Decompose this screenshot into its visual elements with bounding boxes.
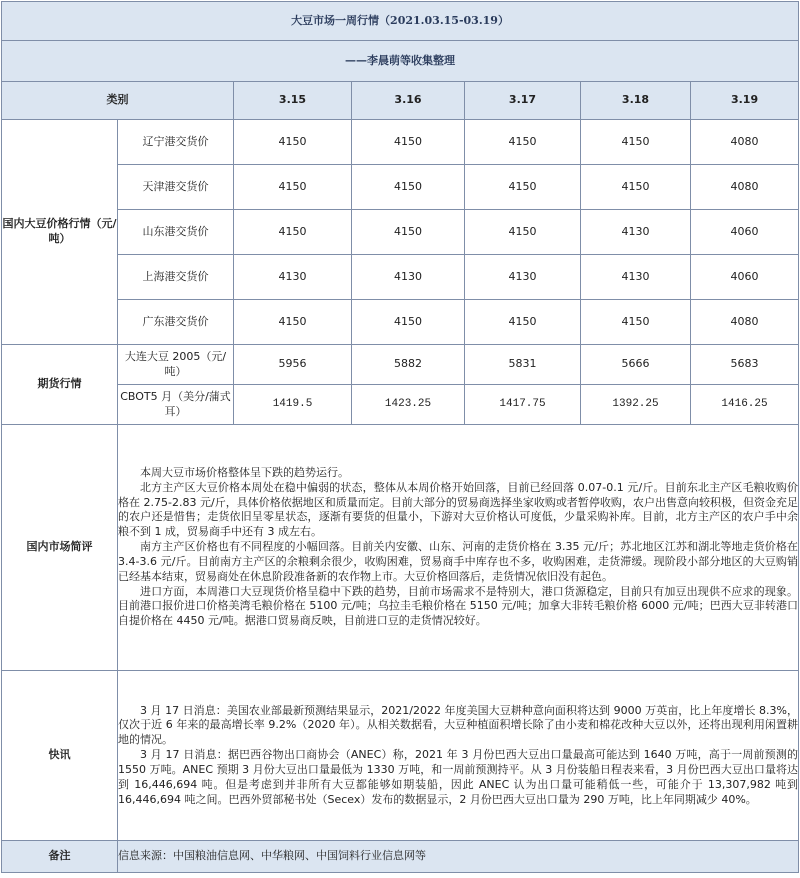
price-cell: 4150 [581, 300, 691, 345]
row-label: 上海港交货价 [118, 255, 234, 300]
price-cell: 4130 [581, 255, 691, 300]
price-cell: 4150 [465, 120, 581, 165]
table-row [2, 345, 799, 385]
market-report-table [1, 1, 799, 873]
remarks-text: 信息来源：中国粮油信息网、中华粮网、中国饲料行业信息网等 [118, 841, 799, 873]
futures-cell: 1392.25 [581, 385, 691, 425]
header-date: 3.19 [691, 82, 799, 120]
table-row [2, 255, 799, 300]
price-cell: 4080 [691, 120, 799, 165]
table-row [2, 385, 799, 425]
commentary-label: 国内市场简评 [2, 425, 118, 671]
futures-cell: 1419.5 [234, 385, 352, 425]
header-row [2, 82, 799, 120]
header-date: 3.16 [352, 82, 465, 120]
news-paragraph: 3 月 17 日消息：美国农业部最新预测结果显示，2021/2022 年度美国大豆耕种意向面积将达到 9000 万英亩，比上年度增长 8.3%，仅次于近 6 年来的最高增长率 9.2%（2020 年）。从相关数据看，大豆种植面积增长除了由小麦和棉花改种大豆以外，还将出现利用闲置耕地的情况。 [118, 703, 799, 747]
table-row [2, 165, 799, 210]
price-cell: 4150 [465, 165, 581, 210]
news-row [2, 671, 799, 841]
futures-cell: 5683 [691, 345, 799, 385]
futures-cell: 5666 [581, 345, 691, 385]
price-cell: 4150 [352, 300, 465, 345]
price-cell: 4060 [691, 210, 799, 255]
commentary-paragraph: 进口方面，本周港口大豆现货价格呈稳中下跌的趋势，目前市场需求不是特别大，港口货源稳定，目前只有加豆出现供不应求的现象。目前港口报价进口价格美湾毛粮价格在 5100 元/吨；乌拉圭毛粮价格在 5150 元/吨；加拿大非转毛粮价格 6000 元/吨；巴西大豆非转港口自提价格在 4450 元/吨。据港口贸易商反映，目前进口豆的走货情况较好。 [118, 584, 799, 628]
price-cell: 4150 [234, 210, 352, 255]
row-label: 山东港交货价 [118, 210, 234, 255]
header-category: 类别 [2, 82, 234, 120]
futures-cell: 1417.75 [465, 385, 581, 425]
header-date: 3.18 [581, 82, 691, 120]
futures-cell: 5882 [352, 345, 465, 385]
price-cell: 4150 [581, 165, 691, 210]
commentary-row [2, 425, 799, 671]
domestic-section-label: 国内大豆价格行情（元/吨） [2, 120, 118, 345]
price-cell: 4150 [352, 210, 465, 255]
price-cell: 4060 [691, 255, 799, 300]
commentary-paragraph: 本周大豆市场价格整体呈下跌的趋势运行。 [140, 465, 349, 479]
report-title: 大豆市场一周行情（2021.03.15-03.19） [2, 2, 799, 41]
price-cell: 4130 [465, 255, 581, 300]
commentary-paragraph: 北方主产区大豆价格本周处在稳中偏弱的状态，整体从本周价格开始回落，目前已经回落 0.07-0.1 元/斤。目前东北主产区毛粮收购价格在 2.75-2.83 元/斤，具体价格依据地区和质量而定。目前大部分的贸易商选择坐家收购或者暂停收购，农户出售意向较积极，但资金充足的农户还是惜售；走货依旧呈零星状态，逐渐有要货的但量小，下游对大豆价格认可度低，少量采购补库。目前，北方主产区的农户手中余粮不到 1 成，贸易商手中还有 3 成左右。 [118, 480, 799, 539]
news-paragraph: 3 月 17 日消息：据巴西谷物出口商协会（ANEC）称，2021 年 3 月份巴西大豆出口量最高可能达到 1640 万吨，高于一周前预测的 1550 万吨。ANEC 预期 3 月份大豆出口量最低为 1330 万吨，和一周前预测持平。从 3 月份装船日程表来看，3 月份巴西大豆出口量将达到 16,446,694 吨。但是考虑到并非所有大豆都能够如期装船，因此 ANEC 认为出口量可能稍低一些，可能介于 13,307,982 吨到 16,446,694 吨之间。巴西外贸部秘书处（Secex）发布的数据显示，2 月份巴西大豆出口量为 290 万吨，比上年同期减少 40%。 [118, 748, 799, 806]
futures-cell: 1416.25 [691, 385, 799, 425]
header-date: 3.17 [465, 82, 581, 120]
price-cell: 4130 [234, 255, 352, 300]
price-cell: 4150 [581, 120, 691, 165]
price-cell: 4150 [234, 120, 352, 165]
table-row [2, 210, 799, 255]
price-cell: 4130 [581, 210, 691, 255]
price-cell: 4080 [691, 300, 799, 345]
title-row [2, 2, 799, 41]
price-cell: 4150 [234, 165, 352, 210]
row-label: 大连大豆 2005（元/吨） [118, 345, 234, 385]
table-row [2, 300, 799, 345]
price-cell: 4150 [465, 210, 581, 255]
commentary-paragraph: 南方主产区价格也有不同程度的小幅回落。目前关内安徽、山东、河南的走货价格在 3.35 元/斤；苏北地区江苏和湖北等地走货价格在 3.4-3.6 元/斤。目前南方主产区的余粮剩余很少，收购困难，贸易商手中库存也不多，收购困难，走货滞缓。现阶段小部分地区的大豆购销已经基本结束，贸易商处在休息阶段准备新的农作物上市。大豆价格回落后，走货情况依旧没有起色。 [118, 540, 799, 583]
row-label: 广东港交货价 [118, 300, 234, 345]
row-label: 辽宁港交货价 [118, 120, 234, 165]
row-label: CBOT5 月（美分/蒲式耳） [118, 385, 234, 425]
remarks-row [2, 841, 799, 873]
header-date: 3.15 [234, 82, 352, 120]
price-cell: 4130 [352, 255, 465, 300]
row-label: 天津港交货价 [118, 165, 234, 210]
futures-cell: 1423.25 [352, 385, 465, 425]
commentary-text [118, 425, 799, 671]
news-text [118, 671, 799, 841]
price-cell: 4150 [352, 120, 465, 165]
futures-cell: 5831 [465, 345, 581, 385]
news-label: 快讯 [2, 671, 118, 841]
subtitle-row [2, 41, 799, 82]
report-subtitle: ——李晨萌等收集整理 [2, 41, 799, 82]
price-cell: 4150 [352, 165, 465, 210]
price-cell: 4150 [234, 300, 352, 345]
futures-cell: 5956 [234, 345, 352, 385]
table-row [2, 120, 799, 165]
remarks-label: 备注 [2, 841, 118, 873]
price-cell: 4150 [465, 300, 581, 345]
price-cell: 4080 [691, 165, 799, 210]
futures-section-label: 期货行情 [2, 345, 118, 425]
